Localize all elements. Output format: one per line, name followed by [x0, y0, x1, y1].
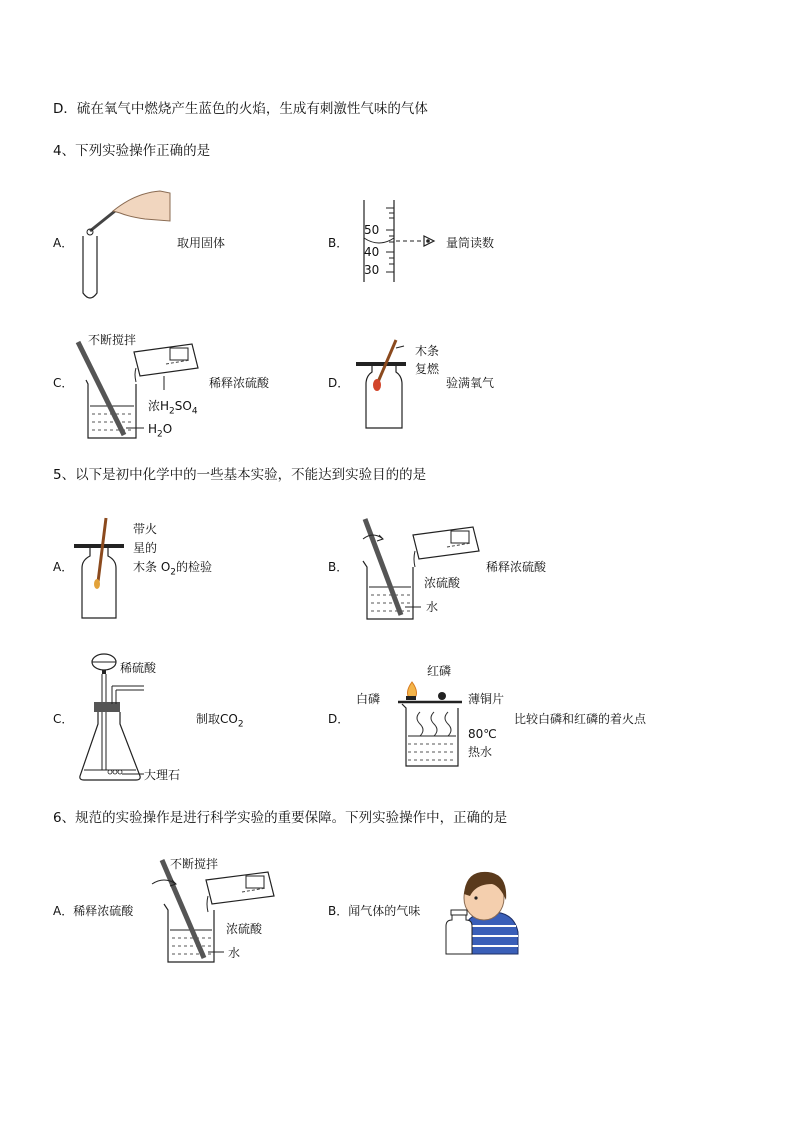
- q4-option-c-caption: 稀释浓硫酸: [209, 376, 270, 390]
- q5-option-a-letter: A．: [53, 560, 74, 574]
- q6-option-b-caption: B．闻气体的气味: [328, 904, 421, 918]
- q5-a-gas-bottle-figure: [72, 516, 137, 622]
- q5-option-b-caption: 稀释浓硫酸: [486, 560, 547, 574]
- q5-b-water-label: 水: [426, 600, 439, 614]
- q5-d-temp-label: 80℃: [468, 727, 497, 741]
- q4-c-stir-label: 不断搅拌: [88, 333, 137, 347]
- q6-a-acid-label: 浓硫酸: [226, 922, 263, 936]
- q5-c-acid-label: 稀硫酸: [120, 661, 157, 675]
- q4-option-d-letter: D．: [328, 376, 350, 390]
- q5-d-beaker-figure: [392, 674, 472, 770]
- q4-option-b-letter: B．: [328, 236, 349, 250]
- q5-d-copper-label: 薄铜片: [468, 692, 505, 706]
- q5-a-label-1: 带火: [133, 522, 158, 536]
- q6-a-stir-label: 不断搅拌: [170, 857, 219, 871]
- q5-option-d-caption: 比较白磷和红磷的着火点: [514, 712, 647, 726]
- q5-option-c-letter: C．: [53, 712, 74, 726]
- q4-b-tick-30: 30: [364, 263, 380, 277]
- q6-a-water-label: 水: [228, 946, 241, 960]
- q4-c-water-label: $H_2O$: [148, 422, 173, 440]
- question-4: 4、下列实验操作正确的是: [53, 143, 211, 159]
- q6-option-a-caption: A．稀释浓硫酸: [53, 904, 134, 918]
- q5-d-red-phosphorus-label: 红磷: [427, 664, 452, 678]
- q5-d-hotwater-label: 热水: [468, 745, 493, 759]
- q4-b-tick-40: 40: [364, 245, 380, 259]
- q4-d-relit-label: 复燃: [415, 362, 440, 376]
- q4-d-stick-label: 木条: [415, 344, 440, 358]
- q4-option-a-caption: 取用固体: [177, 236, 226, 250]
- q5-option-d-letter: D．: [328, 712, 350, 726]
- q5-option-c-caption: 制取$CO_2$: [196, 712, 244, 730]
- question-5: 5、以下是初中化学中的一些基本实验，不能达到实验目的的是: [53, 467, 427, 483]
- q6-a-dilution-figure: [150, 858, 280, 968]
- q4-c-acid-label: 浓$H_2SO_4$: [148, 399, 198, 417]
- q5-a-label-2: 星的: [133, 541, 158, 555]
- q4-option-a-letter: A．: [53, 236, 74, 250]
- question-6: 6、规范的实验操作是进行科学实验的重要保障。下列实验操作中，正确的是: [53, 810, 508, 826]
- q5-d-white-phosphorus-label: 白磷: [356, 692, 381, 706]
- q4-a-test-tube-figure: [75, 183, 175, 303]
- q4-option-c-letter: C．: [53, 376, 74, 390]
- q4-option-b-caption: 量筒读数: [446, 236, 495, 250]
- option-d-sulfur: D．硫在氧气中燃烧产生蓝色的火焰，生成有刺激性气味的气体: [53, 101, 428, 117]
- q4-d-gas-bottle-figure: [354, 336, 424, 432]
- q4-option-d-caption: 验满氧气: [446, 376, 495, 390]
- q5-a-label-3: 木条 $O_2$的检验: [133, 560, 213, 578]
- q5-option-b-letter: B．: [328, 560, 349, 574]
- q5-c-marble-label: 大理石: [144, 768, 181, 782]
- q5-b-dilution-figure: [355, 515, 485, 625]
- q4-b-tick-50: 50: [364, 223, 380, 237]
- q6-b-child-smelling-figure: [442, 862, 522, 956]
- q5-b-acid-label: 浓硫酸: [424, 576, 461, 590]
